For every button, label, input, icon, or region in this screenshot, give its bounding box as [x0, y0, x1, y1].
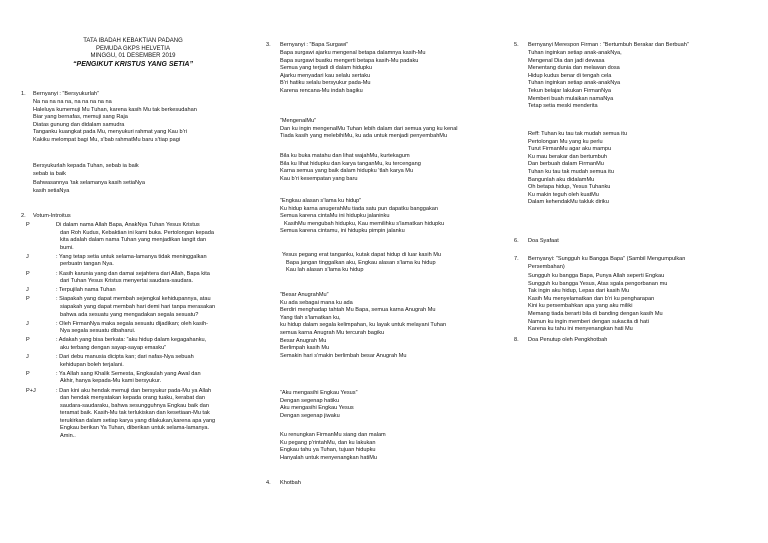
lyric-line: Bapa surgawi ajarku mengenal betapa dalamnya kasih-Mu: [280, 50, 426, 56]
liturgy-text: [56, 287, 116, 295]
header-date: MINGGU, 01 DESEMBER 2019: [90, 53, 176, 60]
lyric-line: Tetap setia meski menderita: [528, 103, 598, 110]
liturgy-line: : Ya Allah sang Khalik Semesta, Engkaulah yang Awal dan: [56, 370, 201, 377]
section-number: 2.: [21, 213, 26, 219]
liturgy-line: dan Roh Kudus, Kebaktian ini kami buka. Pertolongan kepada: [60, 229, 214, 236]
lyric-line: Dan berbuah dalam FirmanMu: [528, 161, 604, 168]
speaker-label: J: [26, 253, 29, 260]
liturgy-line: siapakah yang dapat membah hari demi hari tanpa merasakan: [60, 303, 216, 310]
liturgy-line: : Terpujilah nama Tuhan: [56, 287, 116, 294]
header-org: PEMUDA GKPS HELVETIA: [96, 45, 170, 52]
section-number: 8.: [514, 337, 519, 343]
liturgy-line: : Kasih karunia yang dan damai sejahtera dari Allah, Bapa kita: [56, 270, 210, 277]
lyric-line: Berdiri menghadap tahtah Mu Bapa, semua karna Anugrah Mu: [280, 307, 436, 314]
section-title: Bernyanyi : “Bersyukurlah”: [33, 91, 99, 97]
section-title: Doa Penutup oleh Pengkhotbah: [528, 337, 608, 343]
liturgy-line: Engkau berikan Ya Tuhan, diberikan untuk selama-lamanya.: [60, 425, 210, 432]
lyric-line: Besar Anugrah Mu: [280, 337, 327, 344]
section-number: 4.: [266, 480, 271, 486]
section-number: 3.: [266, 42, 271, 48]
section-number: 5.: [514, 42, 519, 48]
lyric-line: Reff: Tuhan ku tau tak mudah semua itu: [528, 131, 628, 137]
lyric-line: Dengan segenap jiwaku: [280, 412, 340, 419]
section-number: 7.: [514, 256, 519, 262]
section-title: Bernyanyi Merespon Firman : “Bertumbuh Berakar dan Berbuah”: [528, 42, 689, 48]
song-verse: [33, 99, 197, 145]
liturgy-line: : Yang tetap setia untuk selama-lamanya tidak meninggalkan: [56, 253, 207, 260]
liturgy-line: Akhir, hanya kepada-Mu kami bersyukur.: [60, 378, 162, 385]
lyric-line: Diatas gunung dan didalam samudra: [33, 121, 125, 128]
lyric-line: Menentang dunia dan melawan dosa: [528, 65, 620, 72]
lyric-line: Tuhan inginkan setiap anak-anakNya: [528, 80, 621, 87]
liturgy-text: [56, 354, 194, 369]
lyric-line: Ku makin teguh oleh kuatMu: [528, 191, 599, 198]
lyric-line: Ku renungkan FirmanMu siang dan malam: [280, 432, 386, 438]
liturgy-line: : Oleh FirmanNya maka segala sesuatu dijadikan; oleh kasih-: [56, 320, 209, 327]
liturgy-line: teramat baik. Kasih-Mu tak terlukiskan dan kesetiaan-Mu tak: [60, 410, 210, 417]
song-title: “Engkau alasan s’lama ku hidup”: [280, 198, 362, 204]
liturgy-line: Nya segala sesuatu dibaharui.: [60, 328, 136, 335]
lyric-line: Karna semua yang baik dalam hidupku ‘tlah karya Mu: [280, 168, 414, 175]
liturgy-line: kita adalah dalam nama Tuhan yang menjadikan langit dan: [60, 237, 207, 244]
song-title: “MengenalMu”: [280, 118, 317, 124]
lyric-line: Yesus pegang erat tanganku, kutak dapat hidup di luar kasih Mu: [282, 252, 442, 258]
lyric-line: sebab ia baik: [33, 170, 66, 177]
lyric-line: Kau lah alasan s’lama ku hidup: [286, 267, 364, 274]
liturgy-line: : Dari debu manusia dicipta kan; dari nafas-Nya sebuah: [56, 354, 194, 361]
lyric-line: Dan ku ingin mengenalMu Tuhan lebih dalam dari semua yang ku kenal: [280, 125, 458, 132]
liturgy-text: [56, 337, 206, 352]
speaker-label: J: [26, 320, 29, 327]
lyric-line: B’ri hatiku selalu bersyukur pada-Mu: [280, 80, 371, 87]
speaker-label: P+J: [26, 387, 36, 394]
lyric-line: Kau b’ri kesempatan yang baru: [280, 175, 358, 182]
liturgy-text: [56, 271, 210, 286]
lyric-line: Ku hidup karna anugerahMu tiada satu pun dapatku banggakan: [280, 205, 438, 212]
lyric-line: Pertolongan Mu yang ku perlu: [528, 138, 603, 145]
lyric-line: Tanganku kuangkat pada Mu, menyukuri rahmat yang Kau b’ri: [33, 129, 187, 136]
song-subtitle: [280, 390, 357, 420]
speaker-label: P: [26, 337, 30, 344]
lyric-line: Oh betapa hidup, Yesus Tuhanku: [528, 184, 611, 191]
lyric-line: Kini ku persembahkan apa yang aku miliki: [528, 303, 633, 310]
section-number: 6.: [514, 238, 519, 244]
lyric-line: Tak ingin aku hidup, Lepas dari kasih Mu: [528, 288, 630, 295]
lyric-line: Ajarku menyadari kau selalu sertaku: [280, 72, 371, 79]
liturgy-line: saudara-saudaraku, bahwa sesungguhnya Engkau baik dan: [60, 402, 209, 409]
liturgy-text: [56, 254, 207, 269]
speaker-label: P: [26, 370, 30, 377]
lyric-line: Aku mengasihi Engkau Yesus: [280, 405, 354, 412]
lyric-line: Yang tlah s’lamatkan ku,: [280, 314, 341, 321]
song-verse: [528, 50, 622, 111]
lyric-line: Haleluya kumemuji Mu Tuhan, karena kasih Mu tak berkesudahan: [33, 106, 197, 113]
liturgy-text: [56, 388, 215, 441]
liturgy-line: Amin..: [60, 433, 76, 440]
lyric-line: Tekun belajar lakukan FirmanNya: [528, 87, 612, 94]
lyric-line: KasihMu mengubah hidupku, Kau memilihku s’lamatkan hidupku: [284, 220, 445, 227]
lyric-line: Semua yang terjadi di dalam hidupku: [280, 65, 373, 72]
liturgy-line: bahwa ada sesuatu yang mengadakan segala sesuatu?: [60, 311, 199, 318]
lyric-line: Bapa jangan tinggalkan aku, Engkau alasan s’lama ku hidup: [286, 259, 436, 266]
liturgy-line: dari Tuhan Yesus Kristus menyertai saudara-saudara.: [60, 278, 194, 285]
lyric-line: Tuhan inginkan setiap anak-anakNya,: [528, 50, 622, 56]
song-subtitle: [280, 118, 458, 141]
liturgy-text: [56, 222, 214, 252]
liturgy-line: : Dan kini aku hendak memuji dan bersyukur pada-Mu ya Allah: [56, 387, 212, 394]
lyric-line: Engkau tahu ya Tuhan, tujuan hidupku: [280, 447, 376, 454]
lyric-line: semua karna Anugrah Mu tercurah bagiku: [280, 329, 385, 336]
speaker-label: P: [26, 296, 30, 303]
lyric-line: Bersyukurlah kepada Tuhan, sebab ia baik: [33, 163, 139, 169]
lyric-line: Hidup kudus benar di tengah cela: [528, 72, 612, 79]
lyric-line: Ku pegang p’rintahMu, dan ku lakukan: [280, 439, 376, 446]
liturgy-line: aku terbang dengan sayap-sayap emasku”: [60, 344, 167, 351]
lyric-line: ku hidup dalam segala kelimpahan, ku layak untuk melayani Tuhan: [280, 322, 447, 329]
liturgy-line: : Siapakah yang dapat membah sejengkal kehidupannya, atau: [56, 296, 211, 303]
lyric-line: Ku mau berakar dan bertumbuh: [528, 153, 607, 160]
section-title: Bernyanyi: “Sungguh ku Bangga Bapa” (Sambil Mengumpulkan: [528, 256, 686, 262]
liturgy-text: [56, 296, 215, 319]
lyric-line: Hanyalah untuk menyenangkan hatiMu: [280, 454, 378, 461]
lyric-line: Kakiku melompat bagi Mu, s’bab rahmatMu baru s’tiap pagi: [33, 136, 181, 143]
lyric-line: Biar yang bernafas, memuji sang Raja: [33, 114, 128, 121]
lyric-line: Mengenal Dia dan jadi dewasa: [528, 57, 605, 64]
liturgy-line: kehidupan boleh terjalani.: [60, 361, 124, 368]
song-verse: [528, 273, 667, 334]
section-title: Votum-Introitus: [33, 213, 71, 219]
section-number: 1.: [21, 91, 26, 97]
lyric-line: Turut FirmanMu agar aku mampu: [528, 146, 612, 153]
lyric-line: Kasih Mu menyelamatkan dan b’ri ku pengharapan: [528, 295, 655, 302]
lyric-line: Bapa surgawi buatku mengerti betapa kasih-Mu padaku: [280, 57, 419, 64]
song-verse: [528, 131, 627, 207]
lyric-line: Dalam kehendakMu takluk diriku: [528, 199, 609, 206]
liturgy-text: [56, 321, 208, 336]
speaker-label: J: [26, 354, 29, 361]
song-verse: [280, 50, 426, 96]
lyric-line: Bahwasannya ‘tak selamanya kasih setiaNya: [33, 180, 145, 187]
lyric-line: Karena rencana-Mu indah bagiku: [280, 87, 363, 94]
lyric-line: Semua karena cintaMu ini hidupku jalaninku: [280, 213, 390, 220]
header-theme: “PENGIKUT KRISTUS YANG SETIA”: [73, 60, 193, 68]
liturgy-line: Di dalam nama Allah Bapa, AnakNya Tuhan Yesus Kristus: [56, 222, 200, 228]
liturgy-line: bumi.: [60, 244, 74, 251]
lyric-line: Berlimpah kasih Mu: [280, 345, 330, 352]
song-verse: [282, 252, 441, 275]
lyric-line: Karena ku tahu ini menyenangkan hati Mu: [528, 326, 633, 333]
liturgy-line: perbuatn tangan Nya.: [60, 261, 114, 268]
lyric-line: Tiada kasih yang melebihiMu, ku ada untuk menjadi penyembahMu: [280, 133, 448, 140]
lyric-line: Memberi buah mulaikan namaNya: [528, 95, 614, 102]
section-title: Khotbah: [280, 480, 301, 486]
lyric-line: Sungguh ku bangga Yesus, Atas sgala pengorbanan mu: [528, 280, 668, 287]
lyric-line: Namun ku ingin memberi dengan sukacita di hati: [528, 318, 649, 325]
song-verse: [33, 163, 145, 195]
lyric-line: Dengan segenap hatiku: [280, 397, 340, 404]
lyric-line: Semakin hari s’makin berlimbah besar Anugrah Mu: [280, 352, 407, 359]
lyric-line: Semua karena cintamu, ini hidupku pimpin jalanku: [280, 228, 405, 235]
lyric-line: Na na na na na, na na na na na: [33, 99, 112, 105]
lyric-line: Sungguh ku bangga Bapa, Punya Allah seperti Engkau: [528, 273, 665, 279]
document-header: [40, 38, 226, 68]
liturgy-line: terukirkan dalam setiap karya yang dilakukan,karena apa yang: [60, 417, 216, 424]
lyric-line: Bila ku lihat hidupku dan karya tanganMu, ku tercengang: [280, 160, 421, 167]
speaker-label: P: [26, 270, 30, 277]
section-title-continued: Persembahan): [528, 264, 565, 270]
song-subtitle: [280, 292, 446, 360]
song-verse: [280, 432, 386, 462]
lyric-line: Ku ada sebagai mana ku ada: [280, 299, 353, 306]
lyric-line: Tuhan ku tau tak mudah semua itu: [528, 168, 614, 175]
lyric-line: Bangunlah aku didalamMu: [528, 176, 595, 183]
lyric-line: kasih setiaNya: [33, 187, 70, 194]
song-title: “Besar AnugrahMu”: [280, 292, 329, 298]
header-title: TATA IBADAH KEBAKTIAN PADANG: [83, 38, 183, 44]
section-title: Doa Syafaat: [528, 238, 559, 244]
lyric-line: Bila ku buka matahu dan lihat wajahMu, kurtekagum: [280, 153, 410, 159]
song-verse: [280, 153, 421, 183]
speaker-label: P: [26, 222, 30, 228]
song-subtitle: [280, 198, 444, 236]
speaker-label: J: [26, 287, 29, 294]
section-title: Bernyanyi : “Bapa Surgawi”: [280, 42, 349, 48]
liturgy-text: [56, 371, 201, 386]
song-title: “Aku mengasihi Engkau Yesus”: [280, 390, 358, 396]
lyric-line: Memang tiada berarti bila di banding dengan kasih Mu: [528, 310, 663, 317]
liturgy-line: : Adakah yang bisa berkata: “aku hidup dalam kegagahanku,: [56, 337, 207, 344]
liturgy-line: dan hendak menyatakan kepada orang tuaku, kerabat dan: [60, 395, 205, 402]
